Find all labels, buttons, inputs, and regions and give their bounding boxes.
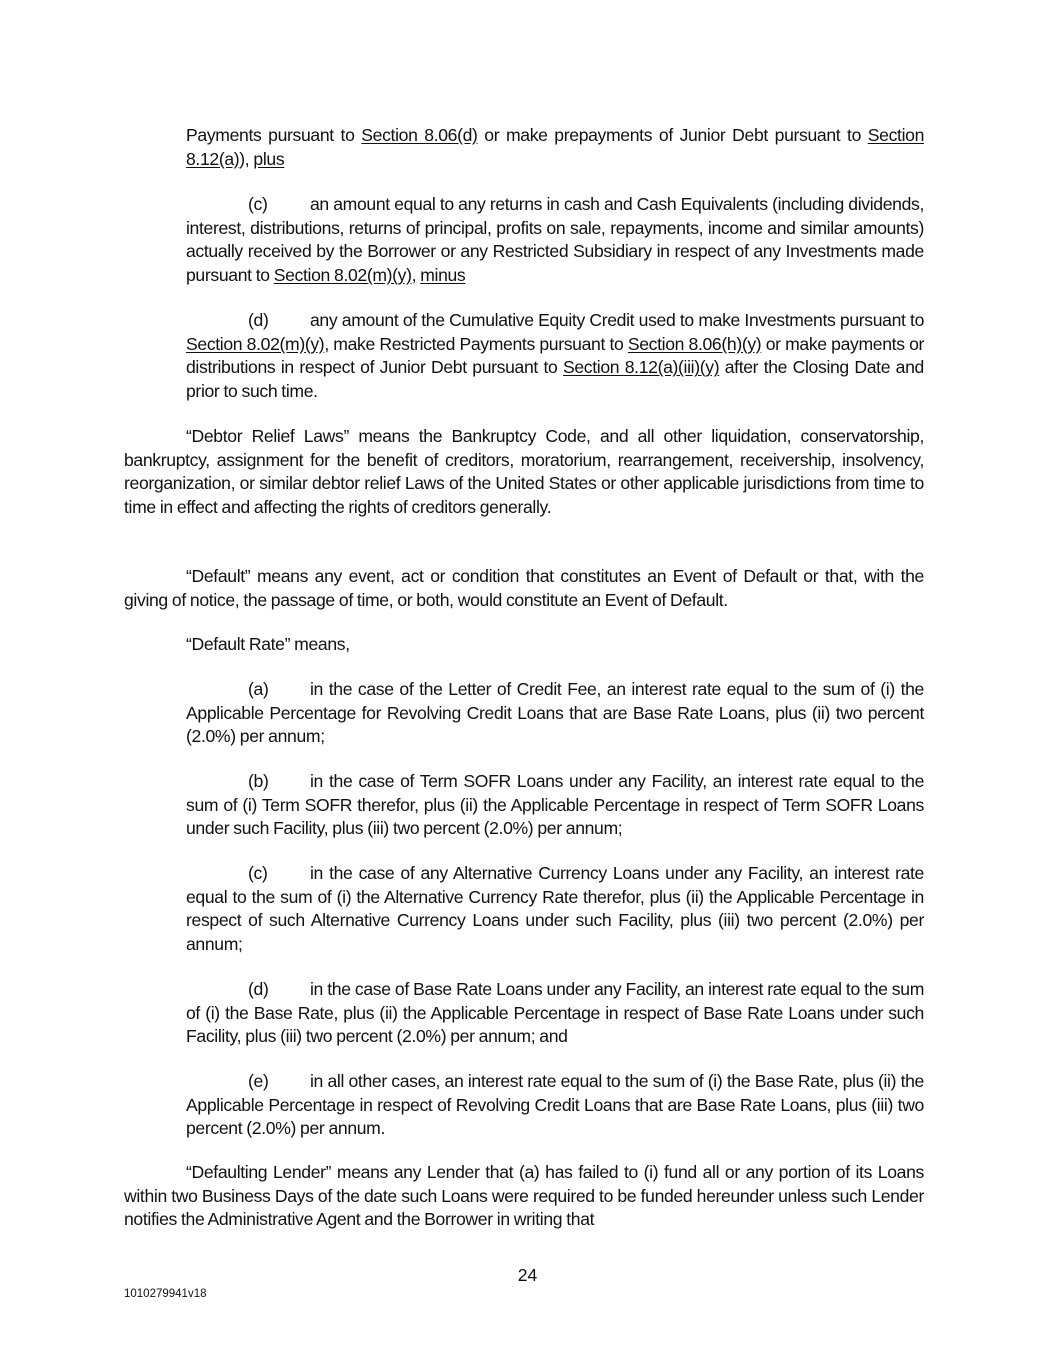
text-run: or make payments or distributions in respect of Junior Debt pursuant to [186, 333, 925, 378]
clause-c [186, 193, 924, 288]
text-run: , make Restricted Payments pursuant to [324, 333, 628, 354]
default-rate-clause-c [186, 862, 924, 957]
clause-label: (c) [248, 194, 268, 214]
clause-label: (a) [248, 679, 269, 699]
section-reference: Section 8.02(m)(y) [273, 265, 412, 286]
clause-text: in the case of Base Rate Loans under any Facility, an interest rate equal to the sum of (i) the Base Rate, plus (ii) the Applicable Percentage in respect of Base Rate Loans under such Facility, plus (iii) two percent (2.0%) per annum; and [186, 979, 924, 1047]
text-run: after the Closing Date and prior to such time. [186, 357, 924, 402]
text-run: or make prepayments of Junior Debt pursuant to [477, 125, 868, 145]
definition-debtor-relief-laws [124, 425, 924, 520]
operator-word: minus [420, 265, 466, 286]
clause-label: (c) [248, 863, 268, 883]
section-reference: Section 8.12(a)(iii)(y) [562, 357, 720, 378]
section-reference: Section 8.02(m)(y) [186, 333, 325, 354]
clause-label: (d) [248, 310, 269, 330]
section-reference: Section 8.12(a) [186, 125, 924, 169]
operator-word: plus [253, 148, 285, 169]
clause-text: in the case of the Letter of Credit Fee, an interest rate equal to the sum of (i) the Applicable Percentage for Revolving Credit Loans that are Base Rate Loans, plus (ii) two percent (2.0%) per annum; [186, 679, 924, 747]
text-run: ), [239, 148, 254, 169]
default-rate-clause-d [186, 978, 924, 1049]
clause-label: (b) [248, 771, 269, 791]
page-number: 24 [517, 1265, 538, 1285]
clause-text: in the case of any Alternative Currency Loans under any Facility, an interest rate equal to the sum of (i) the Alternative Currency Rate therefor, plus (ii) the Applicable Percentage in respect of such Alternative Currency Loans under such Facility, plus (iii) two percent (2.0%) per annum; [186, 863, 924, 955]
continuation-paragraph [186, 124, 924, 171]
text-run: Payments pursuant to [186, 125, 362, 145]
text-run: , [411, 265, 421, 286]
clause-text: any amount of the Cumulative Equity Credit used to make Investments pursuant to [310, 310, 924, 330]
default-rate-clause-e [186, 1070, 924, 1141]
default-rate-clause-a [186, 678, 924, 749]
section-reference: Section 8.06(h)(y) [627, 333, 762, 354]
definition-default-rate [124, 633, 924, 657]
clause-text: an amount equal to any returns in cash and Cash Equivalents (including dividends, interest, distributions, returns of principal, profits on sale, repayments, income and similar amounts) actually received by the Borrower or any Restricted Subsidiary in respect of any Investments made pursuant to [186, 194, 924, 286]
clause-text: in the case of Term SOFR Loans under any Facility, an interest rate equal to the sum of (i) Term SOFR therefor, plus (ii) the Applicable Percentage in respect of Term SOFR Loans under such Facility, plus (iii) two percent (2.0%) per annum; [186, 771, 924, 839]
clause-d [186, 309, 924, 404]
definition-defaulting-lender [124, 1161, 924, 1232]
definition-default [124, 565, 924, 612]
definition-text: “Default” means any event, act or condition that constitutes an Event of Default or that, with the giving of notice, the passage of time, or both, would constitute an Event of Default. [124, 566, 924, 610]
default-rate-clause-b [186, 770, 924, 841]
clause-label: (e) [248, 1071, 269, 1091]
clause-label: (d) [248, 979, 269, 999]
section-reference: Section 8.06(d) [361, 125, 478, 145]
definition-text: “Defaulting Lender” means any Lender that (a) has failed to (i) fund all or any portion of its Loans within two Business Days of the date such Loans were required to be funded hereunder unless such Lender notifies the Administrative Agent and the Borrower in writing that [124, 1162, 924, 1230]
definition-text: “Debtor Relief Laws” means the Bankruptcy Code, and all other liquidation, conservatorship, bankruptcy, assignment for the benefit of creditors, moratorium, rearrangement, receivership, insolvency, reorganization, or similar debtor relief Laws of the United States or other applicable jurisdictions from time to time in effect and affecting the rights of creditors generally. [124, 426, 924, 518]
document-id: 1010279941v18 [124, 1288, 207, 1300]
clause-text: in all other cases, an interest rate equal to the sum of (i) the Base Rate, plus (ii) the Applicable Percentage in respect of Revolving Credit Loans that are Base Rate Loans, plus (iii) two percent (2.0%) per annum. [186, 1071, 924, 1139]
definition-text: “Default Rate” means, [186, 634, 350, 654]
